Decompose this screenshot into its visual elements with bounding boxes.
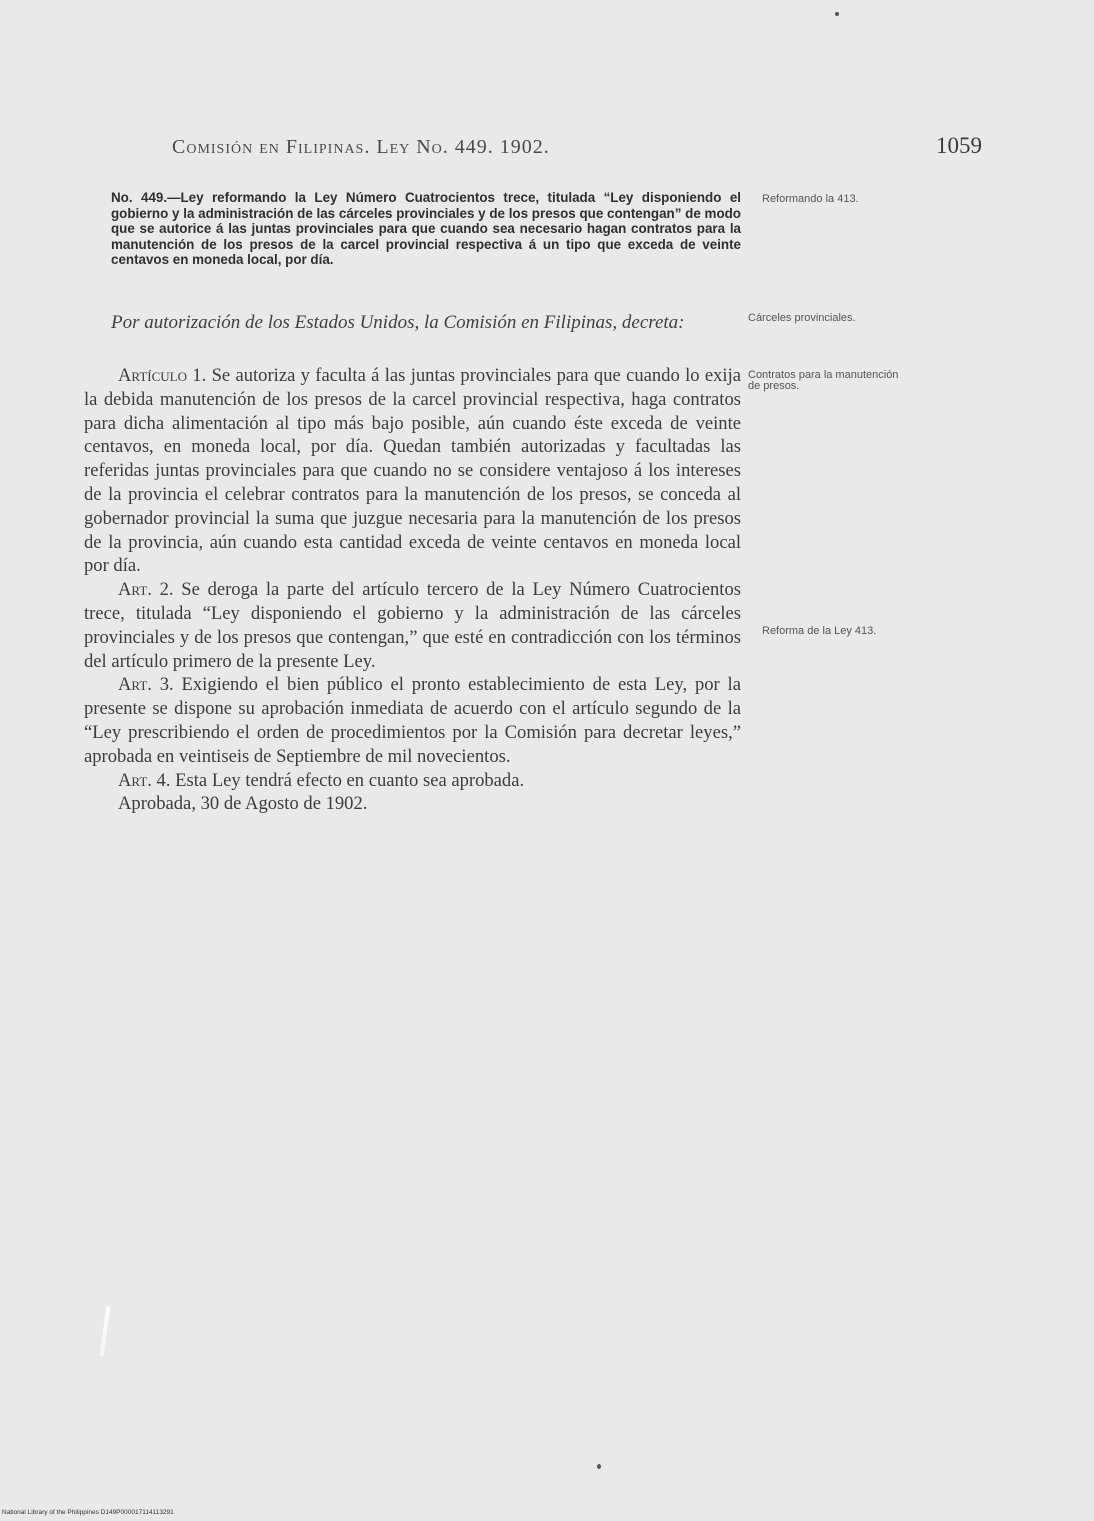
marginal-note: Contratos para la manutención de presos.	[748, 369, 899, 392]
article-text: Se deroga la parte del artículo tercero de la Ley Número Cuatrocientos trece, titulada “Ley disponiendo el gobierno y la administración de las cárceles provinciales y de los presos que contengan,” que esté en contradicción con los términos del artículo primero de la presente Ley.	[84, 579, 741, 672]
scan-footer: National Library of the Philippines D149P000017114113291	[2, 1509, 174, 1516]
act-summary-text: —Ley reformando la Ley Número Cuatrocientos trece, titulada “Ley disponiendo el gobierno y la administración de las cárceles provinciales y de los presos que contengan” de modo que se autorice á las juntas provinciales para que cuando sea necesario hagan contratos para la manutención de los presos de la carcel provincial respectiva á un tipo que exceda de veinte centavos en moneda local, por día.	[111, 190, 741, 268]
page-number: 1059	[936, 133, 982, 158]
scan-mark	[100, 1306, 111, 1356]
approval-date: Aprobada, 30 de Agosto de 1902.	[118, 793, 368, 815]
marginal-note: Cárceles provinciales.	[748, 312, 856, 324]
enacting-clause: Por autorización de los Estados Unidos, la Comisión en Filipinas, decreta:	[111, 312, 685, 333]
article-label: Art. 3.	[118, 674, 174, 696]
scan-speck	[597, 1464, 601, 1469]
act-summary	[111, 190, 741, 268]
document-body	[84, 364, 741, 816]
running-header: Comisión en Filipinas. Ley No. 449. 1902.	[172, 136, 550, 158]
article-4	[84, 769, 741, 793]
article-label: Art. 4.	[118, 769, 171, 791]
article-text: Se autoriza y faculta á las juntas provinciales para que cuando lo exija la debida manutención de los presos de la carcel provincial respectiva, haga contratos para dicha alimentación al tipo más bajo posible, aún cuando éste exceda de veinte centavos, en moneda local, por día. Quedan también autorizadas y facultadas las referidas juntas provinciales para que cuando no se considere ventajoso á los intereses de la provincia el celebrar contratos para la manutención de los presos, se conceda al gobernador provincial la suma que juzgue necesaria para la manutención de los presos de la provincia, aún cuando esta cantidad exceda de veinte centavos en moneda local por día.	[84, 365, 741, 577]
marginal-note: Reformando la 413.	[762, 193, 859, 205]
article-label: Artículo 1.	[118, 365, 207, 386]
marginal-note: Reforma de la Ley 413.	[762, 625, 877, 637]
act-number: No. 449.	[111, 190, 168, 205]
article-text: Esta Ley tendrá efecto en cuanto sea aprobada.	[170, 769, 525, 791]
scan-speck	[835, 12, 839, 16]
article-text: Exigiendo el bien público el pronto establecimiento de esta Ley, por la presente se dispone su aprobación inmediata de acuerdo con el artículo segundo de la “Ley prescribiendo el orden de procedimientos por la Comisión para decretar leyes,” aprobada en veintiseis de Septiembre de mil novecientos.	[84, 674, 741, 767]
article-2	[84, 578, 741, 673]
article-1	[84, 364, 741, 578]
article-label: Art. 2.	[118, 579, 174, 601]
article-3	[84, 673, 741, 768]
